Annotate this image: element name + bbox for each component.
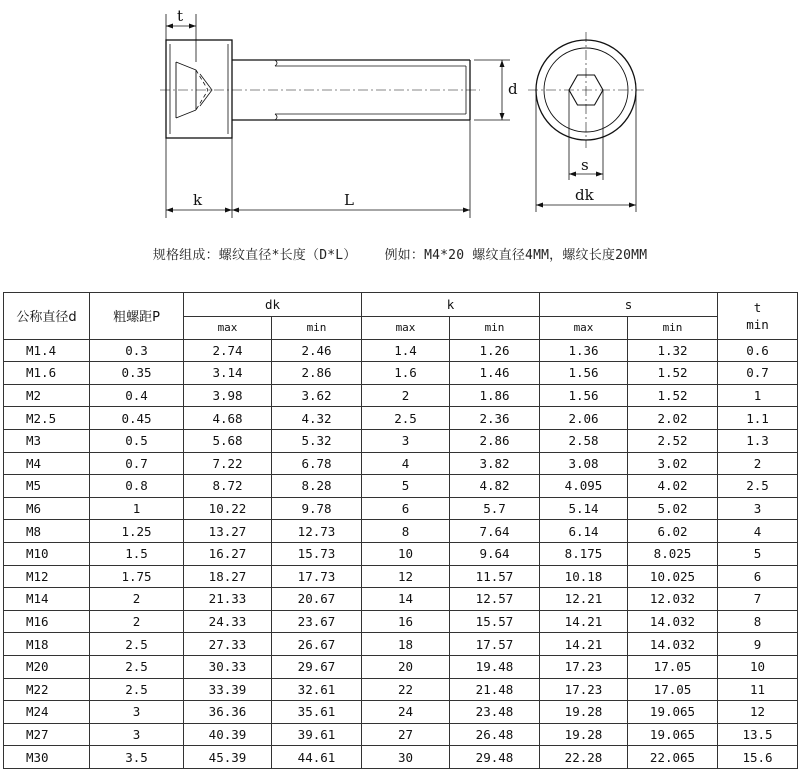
table-cell: 30.33 xyxy=(184,655,272,678)
table-cell: 10.22 xyxy=(184,497,272,520)
table-cell: 0.3 xyxy=(90,339,184,362)
table-cell: 14.21 xyxy=(540,610,628,633)
table-cell: 18 xyxy=(362,633,450,656)
table-cell: 20 xyxy=(362,655,450,678)
table-cell: 1.6 xyxy=(362,362,450,385)
table-cell: 29.48 xyxy=(450,746,540,769)
table-cell: 1.4 xyxy=(362,339,450,362)
table-row xyxy=(4,610,798,633)
table-cell: 1.52 xyxy=(628,384,718,407)
table-cell: 1.46 xyxy=(450,362,540,385)
table-cell: M2 xyxy=(4,384,90,407)
table-cell: 1.75 xyxy=(90,565,184,588)
table-cell: 45.39 xyxy=(184,746,272,769)
dim-label-L: L xyxy=(344,191,354,209)
table-cell: 9 xyxy=(718,633,798,656)
table-cell: 12.032 xyxy=(628,588,718,611)
header-dk-max: max xyxy=(184,317,272,340)
table-cell: 1.86 xyxy=(450,384,540,407)
table-cell: 27.33 xyxy=(184,633,272,656)
table-cell: 24 xyxy=(362,701,450,724)
table-cell: 5 xyxy=(718,542,798,565)
table-cell: 2 xyxy=(90,610,184,633)
table-cell: 15.6 xyxy=(718,746,798,769)
table-cell: 3 xyxy=(718,497,798,520)
table-cell: 5.68 xyxy=(184,429,272,452)
table-cell: M18 xyxy=(4,633,90,656)
table-row xyxy=(4,655,798,678)
table-cell: 6.02 xyxy=(628,520,718,543)
table-cell: 4.095 xyxy=(540,475,628,498)
header-k: k xyxy=(362,293,540,317)
table-cell: 2.5 xyxy=(90,655,184,678)
table-cell: 22.065 xyxy=(628,746,718,769)
table-cell: 2.86 xyxy=(272,362,362,385)
table-cell: 14 xyxy=(362,588,450,611)
table-cell: 0.4 xyxy=(90,384,184,407)
table-cell: 0.45 xyxy=(90,407,184,430)
table-cell: 13.27 xyxy=(184,520,272,543)
table-cell: 2.5 xyxy=(90,678,184,701)
table-cell: 2.5 xyxy=(362,407,450,430)
table-cell: 6.78 xyxy=(272,452,362,475)
table-cell: 9.78 xyxy=(272,497,362,520)
table-cell: 10 xyxy=(362,542,450,565)
table-cell: 1.26 xyxy=(450,339,540,362)
header-t xyxy=(718,293,798,340)
table-cell: M22 xyxy=(4,678,90,701)
table-cell: 21.33 xyxy=(184,588,272,611)
table-cell: 22 xyxy=(362,678,450,701)
table-cell: 2.52 xyxy=(628,429,718,452)
table-cell: 16.27 xyxy=(184,542,272,565)
table-cell: 29.67 xyxy=(272,655,362,678)
table-cell: 2.06 xyxy=(540,407,628,430)
header-pitch: 粗螺距P xyxy=(90,293,184,340)
table-cell: 21.48 xyxy=(450,678,540,701)
table-cell: M20 xyxy=(4,655,90,678)
table-row xyxy=(4,678,798,701)
dim-label-s: s xyxy=(581,156,589,174)
table-cell: 5.32 xyxy=(272,429,362,452)
table-cell: 0.5 xyxy=(90,429,184,452)
table-cell: 4 xyxy=(718,520,798,543)
table-cell: 10.025 xyxy=(628,565,718,588)
table-cell: M16 xyxy=(4,610,90,633)
table-cell: 5.14 xyxy=(540,497,628,520)
table-cell: 1.25 xyxy=(90,520,184,543)
table-cell: 22.28 xyxy=(540,746,628,769)
table-cell: 3 xyxy=(90,723,184,746)
header-s-max: max xyxy=(540,317,628,340)
table-cell: 0.8 xyxy=(90,475,184,498)
table-row xyxy=(4,565,798,588)
table-cell: 0.6 xyxy=(718,339,798,362)
table-cell: 24.33 xyxy=(184,610,272,633)
table-cell: 12 xyxy=(362,565,450,588)
table-cell: 4 xyxy=(362,452,450,475)
table-cell: 1.3 xyxy=(718,429,798,452)
table-cell: M6 xyxy=(4,497,90,520)
table-cell: 16 xyxy=(362,610,450,633)
screw-technical-drawing xyxy=(0,0,800,232)
table-cell: 1 xyxy=(90,497,184,520)
table-cell: M30 xyxy=(4,746,90,769)
table-cell: 1.32 xyxy=(628,339,718,362)
table-cell: 35.61 xyxy=(272,701,362,724)
table-cell: 1.56 xyxy=(540,384,628,407)
table-row xyxy=(4,475,798,498)
header-t-min: min xyxy=(746,316,769,332)
table-cell: 13.5 xyxy=(718,723,798,746)
table-cell: 7.64 xyxy=(450,520,540,543)
table-cell: 12.73 xyxy=(272,520,362,543)
table-cell: 19.28 xyxy=(540,701,628,724)
dimension-table xyxy=(3,292,798,769)
table-row xyxy=(4,542,798,565)
table-cell: 3 xyxy=(362,429,450,452)
table-cell: 2.46 xyxy=(272,339,362,362)
header-nominal-diameter: 公称直径d xyxy=(4,293,90,340)
table-cell: 10 xyxy=(718,655,798,678)
table-cell: 0.7 xyxy=(90,452,184,475)
table-row xyxy=(4,497,798,520)
table-cell: M8 xyxy=(4,520,90,543)
table-row xyxy=(4,429,798,452)
table-cell: 1.36 xyxy=(540,339,628,362)
table-cell: 4.82 xyxy=(450,475,540,498)
table-cell: 40.39 xyxy=(184,723,272,746)
table-cell: 9.64 xyxy=(450,542,540,565)
table-row xyxy=(4,723,798,746)
table-cell: 19.065 xyxy=(628,701,718,724)
table-cell: 30 xyxy=(362,746,450,769)
dim-label-d: d xyxy=(508,80,518,98)
table-cell: M12 xyxy=(4,565,90,588)
table-cell: 33.39 xyxy=(184,678,272,701)
table-cell: 44.61 xyxy=(272,746,362,769)
table-cell: 2.86 xyxy=(450,429,540,452)
header-s: s xyxy=(540,293,718,317)
table-cell: 3.14 xyxy=(184,362,272,385)
table-cell: M4 xyxy=(4,452,90,475)
table-cell: 3 xyxy=(90,701,184,724)
table-cell: 0.7 xyxy=(718,362,798,385)
table-cell: M14 xyxy=(4,588,90,611)
table-row xyxy=(4,384,798,407)
table-cell: 17.05 xyxy=(628,678,718,701)
header-dk: dk xyxy=(184,293,362,317)
table-cell: 23.67 xyxy=(272,610,362,633)
table-cell: M1.4 xyxy=(4,339,90,362)
table-body xyxy=(4,339,798,768)
table-row xyxy=(4,746,798,769)
table-cell: 8.72 xyxy=(184,475,272,498)
table-row xyxy=(4,633,798,656)
table-cell: M3 xyxy=(4,429,90,452)
table-row xyxy=(4,339,798,362)
table-row xyxy=(4,362,798,385)
table-cell: 3.62 xyxy=(272,384,362,407)
table-cell: 14.032 xyxy=(628,610,718,633)
spec-example: 例如：M4*20 螺纹直径4MM，螺纹长度20MM xyxy=(384,248,648,263)
table-cell: 2 xyxy=(90,588,184,611)
table-cell: 5.02 xyxy=(628,497,718,520)
table-cell: 12.21 xyxy=(540,588,628,611)
table-cell: 11 xyxy=(718,678,798,701)
table-cell: 15.57 xyxy=(450,610,540,633)
table-cell: M27 xyxy=(4,723,90,746)
table-cell: 39.61 xyxy=(272,723,362,746)
table-cell: 2 xyxy=(362,384,450,407)
table-cell: 2.36 xyxy=(450,407,540,430)
table-cell: 12.57 xyxy=(450,588,540,611)
spec-format: 规格组成：螺纹直径*长度（D*L） xyxy=(152,248,357,263)
table-cell: 12 xyxy=(718,701,798,724)
table-cell: 1.5 xyxy=(90,542,184,565)
table-row xyxy=(4,407,798,430)
table-cell: 23.48 xyxy=(450,701,540,724)
table-cell: 19.065 xyxy=(628,723,718,746)
table-cell: 3.98 xyxy=(184,384,272,407)
table-cell: 8.28 xyxy=(272,475,362,498)
dim-label-k: k xyxy=(193,191,203,209)
table-cell: 10.18 xyxy=(540,565,628,588)
header-dk-min: min xyxy=(272,317,362,340)
table-cell: 14.21 xyxy=(540,633,628,656)
table-cell: 3.82 xyxy=(450,452,540,475)
table-cell: M2.5 xyxy=(4,407,90,430)
table-cell: 20.67 xyxy=(272,588,362,611)
table-cell: 2 xyxy=(718,452,798,475)
table-cell: 19.48 xyxy=(450,655,540,678)
table-cell: 0.35 xyxy=(90,362,184,385)
table-cell: 26.67 xyxy=(272,633,362,656)
table-cell: 4.68 xyxy=(184,407,272,430)
table-cell: 26.48 xyxy=(450,723,540,746)
table-cell: 6 xyxy=(362,497,450,520)
table-cell: 3.08 xyxy=(540,452,628,475)
table-cell: 17.73 xyxy=(272,565,362,588)
table-row xyxy=(4,520,798,543)
header-s-min: min xyxy=(628,317,718,340)
table-cell: 7 xyxy=(718,588,798,611)
table-cell: M24 xyxy=(4,701,90,724)
table-cell: 2.02 xyxy=(628,407,718,430)
table-row xyxy=(4,588,798,611)
table-cell: 3.02 xyxy=(628,452,718,475)
table-cell: 8 xyxy=(718,610,798,633)
table-cell: M10 xyxy=(4,542,90,565)
table-cell: 4.32 xyxy=(272,407,362,430)
table-cell: 1.56 xyxy=(540,362,628,385)
table-cell: 36.36 xyxy=(184,701,272,724)
table-cell: 8.175 xyxy=(540,542,628,565)
table-cell: 8 xyxy=(362,520,450,543)
table-cell: 8.025 xyxy=(628,542,718,565)
table-cell: 7.22 xyxy=(184,452,272,475)
header-t-label: t xyxy=(753,299,762,315)
table-cell: 6 xyxy=(718,565,798,588)
table-cell: 2.58 xyxy=(540,429,628,452)
table-row xyxy=(4,452,798,475)
specification-note xyxy=(0,244,800,263)
table-cell: M5 xyxy=(4,475,90,498)
table-cell: 5 xyxy=(362,475,450,498)
table-cell: 14.032 xyxy=(628,633,718,656)
table-cell: 5.7 xyxy=(450,497,540,520)
table-cell: 11.57 xyxy=(450,565,540,588)
table-cell: 19.28 xyxy=(540,723,628,746)
table-cell: 18.27 xyxy=(184,565,272,588)
table-cell: 4.02 xyxy=(628,475,718,498)
table-cell: 17.57 xyxy=(450,633,540,656)
header-k-max: max xyxy=(362,317,450,340)
table-cell: 17.23 xyxy=(540,678,628,701)
table-cell: 32.61 xyxy=(272,678,362,701)
table-cell: 15.73 xyxy=(272,542,362,565)
table-cell: 17.23 xyxy=(540,655,628,678)
table-cell: 3.5 xyxy=(90,746,184,769)
table-cell: 2.74 xyxy=(184,339,272,362)
table-cell: 2.5 xyxy=(718,475,798,498)
table-cell: 6.14 xyxy=(540,520,628,543)
table-row xyxy=(4,701,798,724)
table-cell: 1.52 xyxy=(628,362,718,385)
dim-label-t: t xyxy=(177,7,184,25)
table-cell: 27 xyxy=(362,723,450,746)
dim-label-dk: dk xyxy=(575,186,594,204)
header-k-min: min xyxy=(450,317,540,340)
table-cell: 1 xyxy=(718,384,798,407)
table-cell: 2.5 xyxy=(90,633,184,656)
table-cell: M1.6 xyxy=(4,362,90,385)
table-cell: 1.1 xyxy=(718,407,798,430)
table-cell: 17.05 xyxy=(628,655,718,678)
